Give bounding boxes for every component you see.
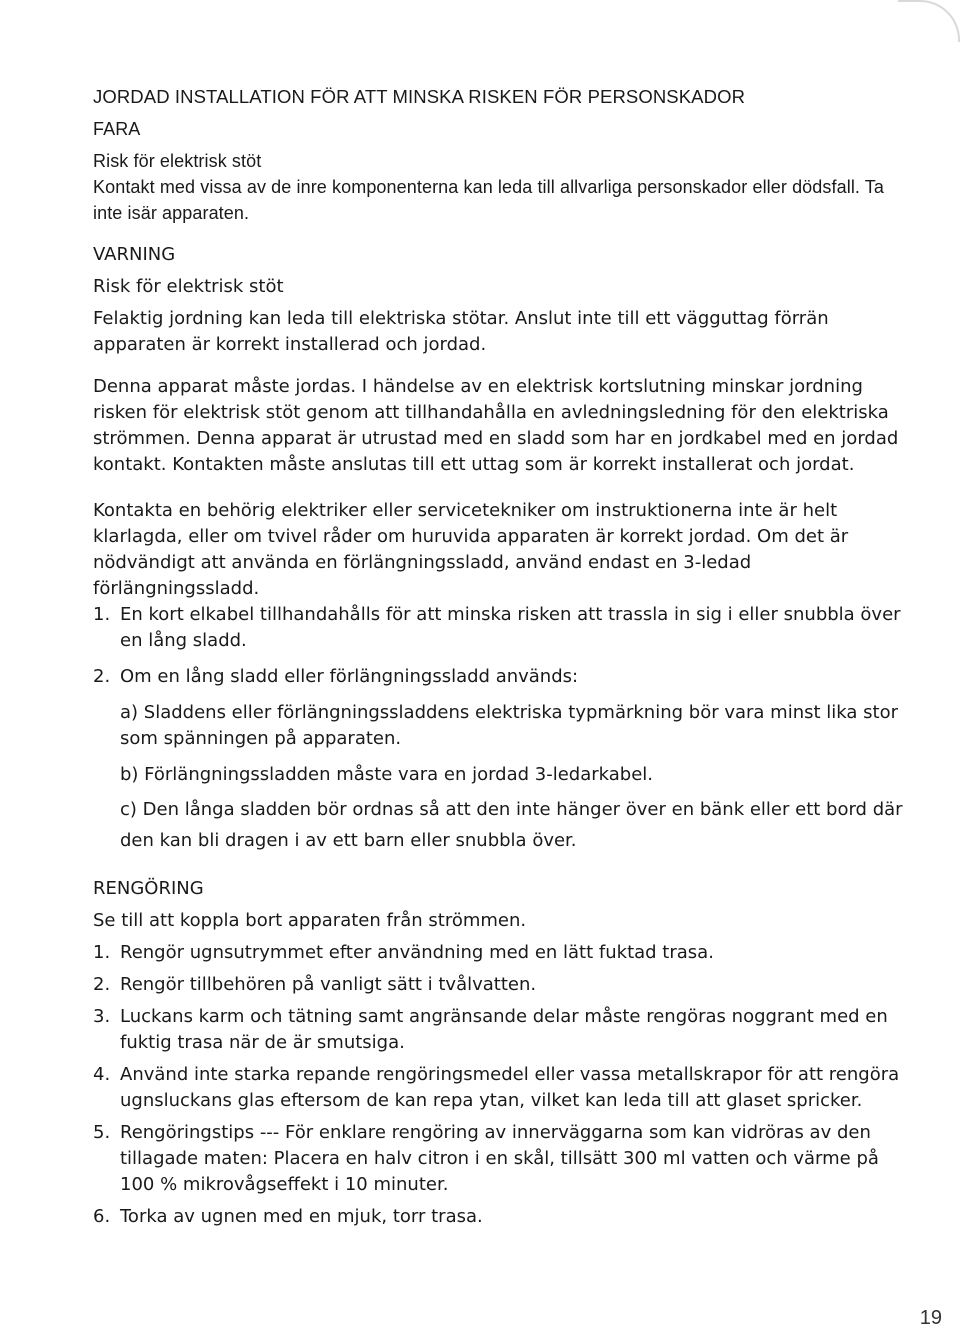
list-item [93,1120,918,1198]
list-text: Rengöringstips --- För enklare rengöring av innerväggarna som kan vidröras av den tillagade maten: Placera en halv citron i en skål, tillsätt 300 ml vatten och värme på 100 % mikrovågseffekt i 10 minuter. [120,1122,879,1195]
list-number: 3. [93,1006,111,1027]
section-heading: JORDAD INSTALLATION FÖR ATT MINSKA RISKEN FÖR PERSONSKADOR [93,86,746,107]
list-text: Om en lång sladd eller förlängningssladd används: [120,666,579,687]
list-item [93,1204,918,1230]
fara-subtitle: Risk för elektrisk stöt [93,151,262,171]
sublist-item-b: b) Förlängningssladden måste vara en jordad 3-ledarkabel. [120,764,654,785]
cleaning-title: RENGÖRING [93,878,204,899]
cord-list [93,602,918,856]
page-number: 19 [919,1307,942,1329]
varning-label: VARNING [93,244,176,265]
cleaning-intro: Se till att koppla bort apparaten från strömmen. [93,910,527,931]
list-number: 2. [93,666,111,687]
grounding-paragraph: Denna apparat måste jordas. I händelse av en elektrisk kortslutning minskar jordning risken för elektrisk stöt genom att tillhandahålla en avledningsledning för den elektriska strömmen. Denna apparat är utrustad med en sladd som har en jordkabel med en jordad kontakt. Kontakten måste anslutas till ett uttag som är korrekt installerat och jordat. [93,376,899,475]
sublist-item-c: c) Den långa sladden bör ordnas så att den inte hänger över en bänk eller ett bord där den kan bli dragen i av ett barn eller snubbla över. [120,799,903,851]
list-number: 4. [93,1064,111,1085]
varning-subtitle: Risk för elektrisk stöt [93,276,284,297]
list-number: 2. [93,974,111,995]
list-number: 6. [93,1206,111,1227]
page-corner-decoration [898,0,960,42]
contact-paragraph: Kontakta en behörig elektriker eller servicetekniker om instruktionerna inte är helt klarlagda, eller om tvivel råder om huruvida apparaten är korrekt jordad. Om det är nödvändigt att använda en förlängningssladd, använd endast en 3-ledad förlängningssladd. [93,500,849,599]
list-item [93,1062,918,1114]
list-number: 1. [93,942,111,963]
sublist-item-a: a) Sladdens eller förlängningssladdens elektriska typmärkning bör vara minst lika stor som spänningen på apparaten. [120,702,898,749]
fara-text: Kontakt med vissa av de inre komponenterna kan leda till allvarliga personskador eller dödsfall. Ta inte isär apparaten. [93,177,885,223]
list-text: En kort elkabel tillhandahålls för att minska risken att trassla in sig i eller snubbla över en lång sladd. [120,604,901,651]
list-number: 5. [93,1122,111,1143]
list-text: Torka av ugnen med en mjuk, torr trasa. [120,1206,483,1227]
varning-text: Felaktig jordning kan leda till elektriska stötar. Anslut inte till ett vägguttag förrän apparaten är korrekt installerad och jordad. [93,308,829,355]
list-text: Rengör tillbehören på vanligt sätt i tvålvatten. [120,974,537,995]
cleaning-list [93,940,918,1230]
list-number: 1. [93,604,111,625]
list-item [93,664,918,690]
list-item [93,972,918,998]
document-body [93,84,918,1230]
list-text: Luckans karm och tätning samt angränsande delar måste rengöras noggrant med en fuktig trasa när de är smutsiga. [120,1006,888,1053]
list-text: Använd inte starka repande rengöringsmedel eller vassa metallskrapor för att rengöra ugnsluckans glas eftersom de kan repa ytan, vilket kan leda till att glaset spricker. [120,1064,900,1111]
list-item [93,940,918,966]
list-text: Rengör ugnsutrymmet efter användning med en lätt fuktad trasa. [120,942,714,963]
list-item [93,602,918,654]
list-item [93,1004,918,1056]
fara-label: FARA [93,119,141,139]
